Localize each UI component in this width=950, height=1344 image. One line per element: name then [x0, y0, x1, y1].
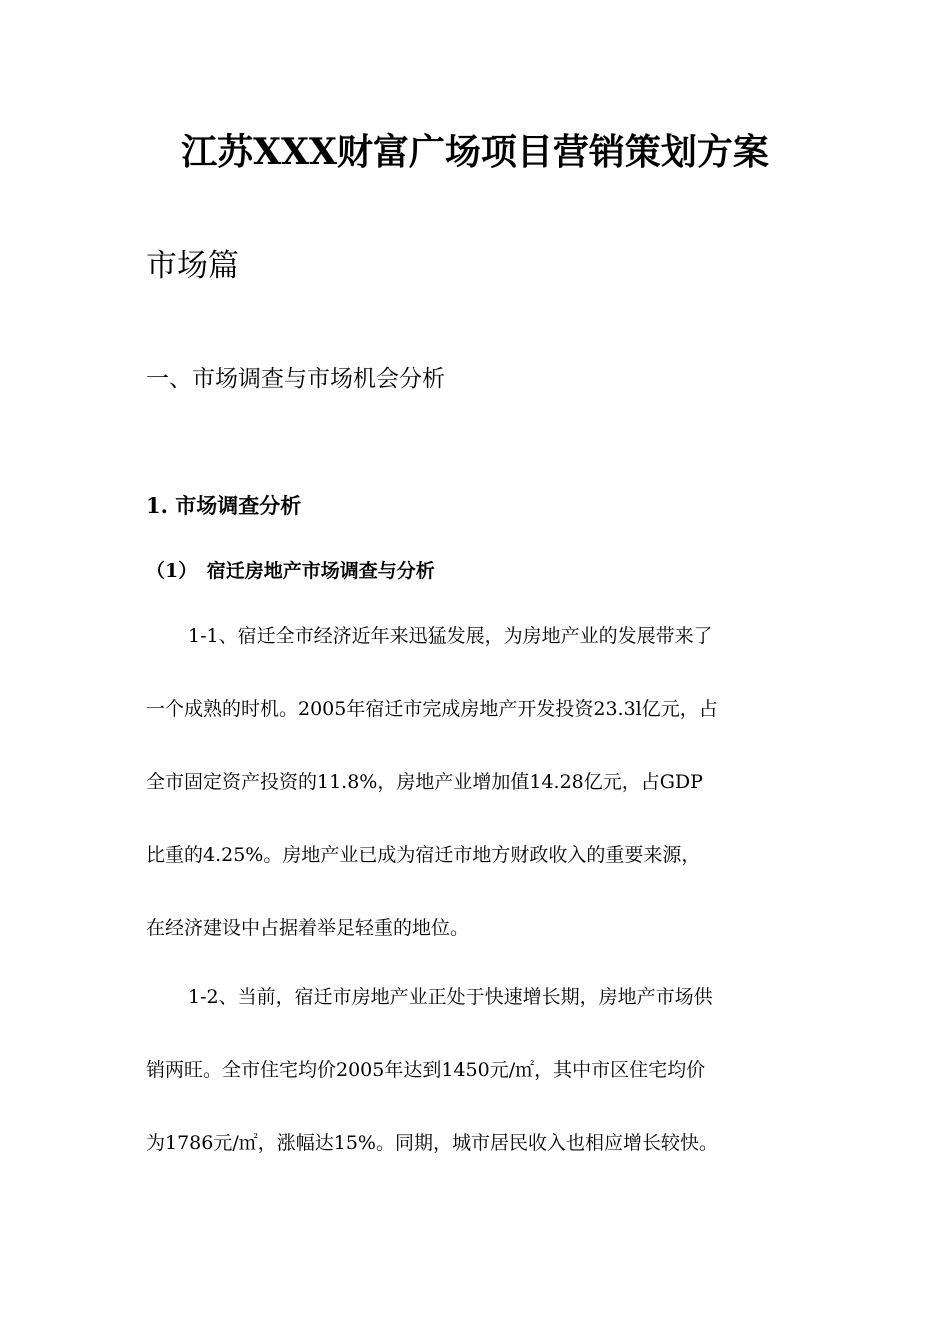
- paragraph-1-line-1: 1-1、宿迁全市经济近年来迅猛发展，为房地产业的发展带来了: [188, 625, 713, 647]
- paragraph-1-line-5: 在经济建设中占据着举足轻重的地位。: [146, 917, 470, 939]
- paragraph-2-line-2: 销两旺。全市住宅均价2005年达到1450元/㎡，其中市区住宅均价: [146, 1059, 706, 1081]
- subsection-heading: 1. 市场调查分析: [146, 493, 302, 518]
- paragraph-2-line-3: 为1786元/㎡，涨幅达15%。同期，城市居民收入也相应增长较快。: [146, 1132, 718, 1154]
- subsubsection-heading: （1） 宿迁房地产市场调查与分析: [146, 560, 435, 582]
- paragraph-2-line-1: 1-2、当前，宿迁市房地产业正处于快速增长期，房地产市场供: [188, 986, 713, 1008]
- paragraph-1-line-4: 比重的4.25%。房地产业已成为宿迁市地方财政收入的重要来源，: [146, 844, 701, 866]
- paragraph-1-line-2: 一个成熟的时机。2005年宿迁市完成房地产开发投资23.3l亿元，占: [146, 698, 718, 720]
- part-heading: 市场篇: [146, 248, 239, 284]
- paragraph-1-line-3: 全市固定资产投资的11.8%，房地产业增加值14.28亿元，占GDP: [146, 771, 703, 793]
- document-title: 江苏XXX财富广场项目营销策划方案: [181, 131, 769, 173]
- section-heading: 一、市场调查与市场机会分析: [146, 366, 445, 392]
